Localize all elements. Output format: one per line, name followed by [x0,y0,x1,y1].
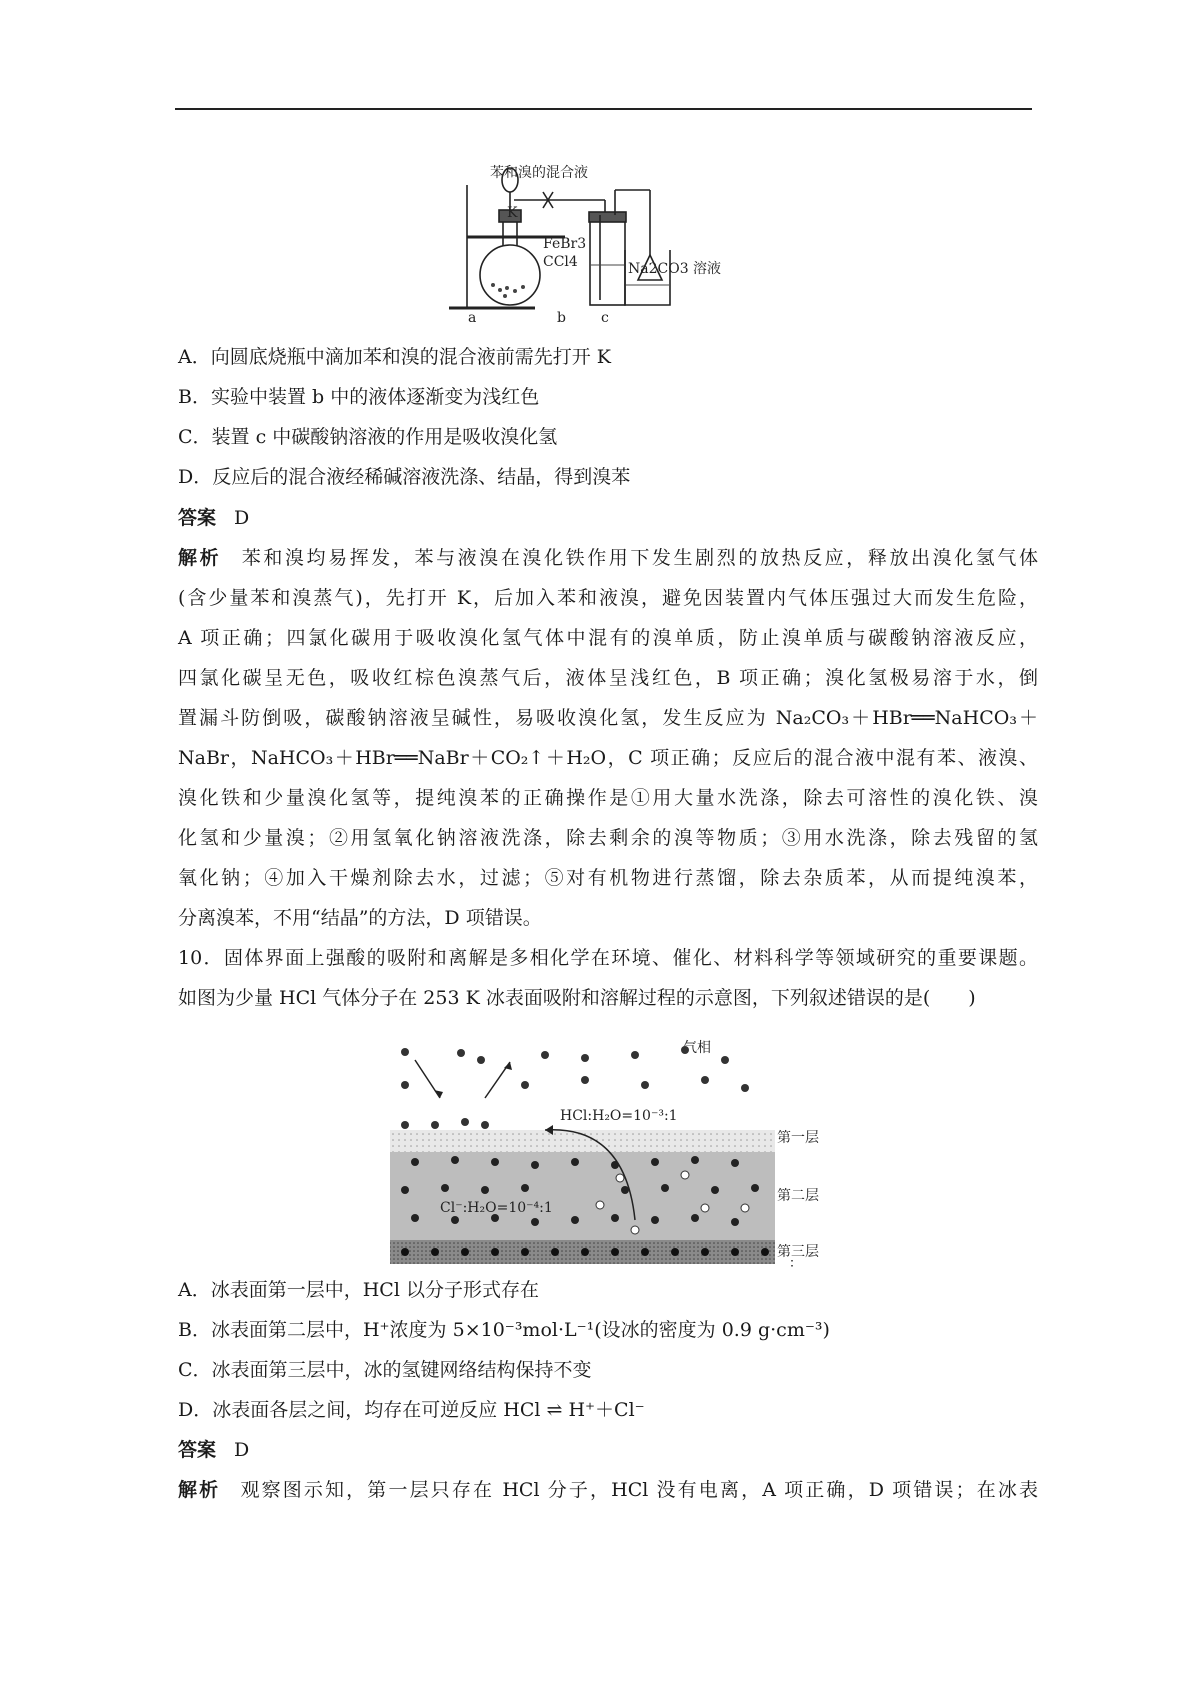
label-ellipsis: ⋮ [785,1258,799,1270]
q10-option-c: C．冰表面第三层中，冰的氢键网络结构保持不变 [178,1359,592,1381]
label-gas-phase: 气相 [683,1040,711,1056]
q9-analysis-line: 氧化钠；④加入干燥剂除去水，过滤；⑤对有机物进行蒸馏，除去杂质苯，从而提纯溴苯， [178,867,1038,889]
q9-option-c: C．装置 c 中碳酸钠溶液的作用是吸收溴化氢 [178,426,558,448]
label-c: c [601,310,609,325]
label-a: a [468,310,477,325]
label-na2co3: Na2CO3 溶液 [628,261,722,277]
analysis-label: 解析 [178,1479,221,1501]
label-febr3: FeBr3 [543,236,587,252]
q9-analysis-line: 置漏斗防倒吸，碳酸钠溶液呈碱性，易吸收溴化氢，发生反应为 Na₂CO₃＋HBr══NaHCO₃＋ [178,707,1038,729]
label-ccl4: CCl4 [543,254,578,270]
q10-option-b: B．冰表面第二层中，H⁺浓度为 5×10⁻³mol·L⁻¹(设冰的密度为 0.9 g·cm⁻³) [178,1319,830,1341]
q9-analysis-line: (含少量苯和溴蒸气)，先打开 K，后加入苯和液溴，避免因装置内气体压强过大而发生危险， [178,587,1038,609]
header-rule [175,108,1032,110]
answer-label: 答案 [178,1439,217,1461]
q10-analysis-line: 解析 观察图示知，第一层只存在 HCl 分子，HCl 没有电离，A 项正确，D 项错误；在冰表 [178,1479,1038,1501]
label-layer1: 第一层 [777,1130,819,1146]
q9-option-d: D．反应后的混合液经稀碱溶液洗涤、结晶，得到溴苯 [178,466,631,488]
answer-value: D [234,1439,250,1461]
q9-analysis-line: 溴化铁和少量溴化氢等，提纯溴苯的正确操作是①用大量水洗涤，除去可溶性的溴化铁、溴 [178,787,1038,809]
q9-analysis-line: 解析 苯和溴均易挥发，苯与液溴在溴化铁作用下发生剧烈的放热反应，释放出溴化氢气体 [178,547,1038,569]
label-layer2: 第二层 [777,1188,819,1204]
answer-label: 答案 [178,507,217,529]
label-mixture: 苯和溴的混合液 [490,165,588,181]
q9-analysis-line: 四氯化碳呈无色，吸收红棕色溴蒸气后，液体呈浅红色，B 项正确；溴化氢极易溶于水，倒 [178,667,1038,689]
q9-option-a: A．向圆底烧瓶中滴加苯和溴的混合液前需先打开 K [178,346,611,368]
q10-option-a: A．冰表面第一层中，HCl 以分子形式存在 [178,1279,539,1301]
analysis-label: 解析 [178,547,222,569]
label-k: K [507,205,518,221]
label-ratio-top: HCl:H₂O=10⁻³:1 [560,1108,678,1124]
q9-answer [178,506,1038,530]
q9-analysis-line: 分离溴苯，不用“结晶”的方法，D 项错误。 [178,907,542,929]
q9-analysis-line: 化氢和少量溴；②用氢氧化钠溶液洗涤，除去剩余的溴等物质；③用水洗涤，除去残留的氢 [178,827,1038,849]
q10-stem-line: 10．固体界面上强酸的吸附和离解是多相化学在环境、催化、材料科学等领域研究的重要课题。 [178,947,1038,969]
q10-answer [178,1438,1038,1462]
q9-analysis-line: A 项正确；四氯化碳用于吸收溴化氢气体中混有的溴单质，防止溴单质与碳酸钠溶液反应， [178,627,1038,649]
q10-option-d: D．冰表面各层之间，均存在可逆反应 HCl ⇌ H⁺＋Cl⁻ [178,1399,645,1421]
q10-stem-line: 如图为少量 HCl 气体分子在 253 K 冰表面吸附和溶解过程的示意图，下列叙述错误的是( ) [178,987,976,1009]
q9-analysis-line: NaBr，NaHCO₃＋HBr══NaBr＋CO₂↑＋H₂O，C 项正确；反应后的混合液中混有苯、液溴、 [178,747,1038,769]
apparatus-figure [445,160,775,325]
label-ratio-mid: Cl⁻:H₂O=10⁻⁴:1 [440,1200,553,1216]
label-b: b [557,310,566,325]
ice-surface-figure [385,1030,835,1270]
answer-value: D [234,507,250,529]
label-layer3: 第三层 [777,1244,819,1260]
q9-option-b: B．实验中装置 b 中的液体逐渐变为浅红色 [178,386,540,408]
